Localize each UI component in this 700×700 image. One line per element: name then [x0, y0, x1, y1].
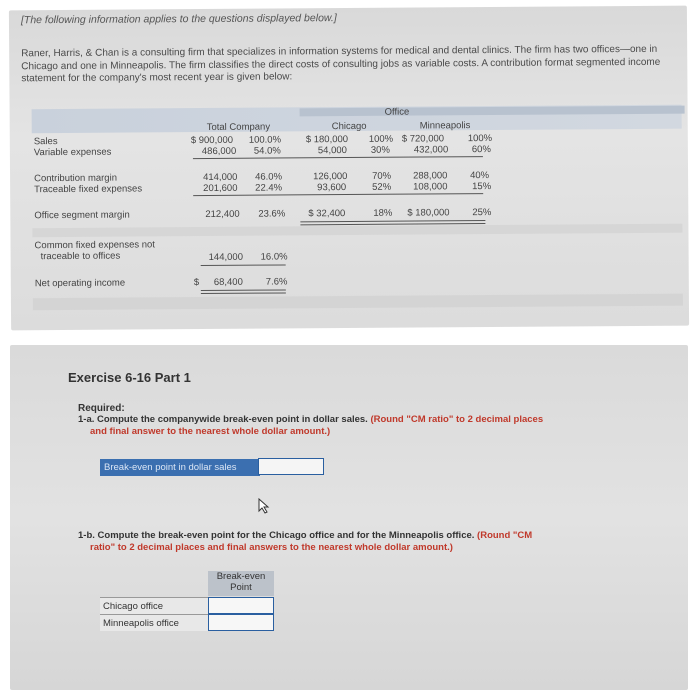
cell-pct: 52% — [372, 181, 392, 193]
cell-value: 212,400 — [205, 208, 240, 221]
chicago-break-even-input[interactable] — [208, 597, 274, 614]
underline — [193, 156, 483, 159]
row-label: Net operating income — [34, 277, 126, 290]
cell-pct: 46.0% — [255, 171, 283, 183]
cell-pct: 100% — [467, 133, 493, 145]
cell-pct: 22.4% — [255, 182, 283, 194]
question-number: 1-b. — [78, 530, 95, 541]
cell-value: $ 180,000 — [305, 134, 349, 146]
mouse-cursor-icon — [258, 498, 272, 514]
minneapolis-break-even-input[interactable] — [208, 614, 274, 631]
double-underline — [201, 292, 286, 294]
break-even-input[interactable] — [258, 458, 324, 475]
cell-value: 414,000 — [203, 171, 238, 184]
cell-pct: 54.0% — [253, 145, 281, 157]
cell-pct: 100% — [368, 133, 394, 145]
minneapolis-office-label: Minneapolis office — [100, 614, 208, 631]
cell-pct: 18% — [373, 207, 393, 219]
col-chicago-header: Chicago — [331, 120, 367, 133]
photo-income-statement — [9, 6, 689, 331]
cell-value: 54,000 — [317, 145, 347, 157]
row-label: Common fixed expenses not — [34, 239, 155, 252]
underline — [201, 264, 286, 266]
cell-value: $ 720,000 — [401, 133, 445, 145]
cell-pct: 100.0% — [248, 134, 282, 146]
question-text: Compute the companywide break-even point in dollar sales. — [97, 414, 368, 425]
row-label: Office segment margin — [34, 209, 130, 222]
col-total-header: Total Company — [206, 121, 271, 133]
row-label: Sales — [33, 136, 58, 148]
cell-pct: 70% — [372, 170, 392, 182]
cell-value: 68,400 — [213, 276, 243, 288]
row-label: Traceable fixed expenses — [34, 183, 143, 196]
exercise-title: Exercise 6-16 Part 1 — [68, 370, 191, 385]
cell-pct: 16.0% — [260, 251, 288, 263]
cell-value: 432,000 — [413, 144, 449, 156]
col-minneapolis-header: Minneapolis — [419, 120, 471, 132]
intro-note: [The following information applies to the questions displayed below.] — [20, 12, 337, 27]
cell-value: 201,600 — [203, 182, 238, 195]
shaded-row — [33, 294, 683, 311]
cell-pct: 30% — [370, 144, 390, 156]
question-text: Compute the break-even point for the Chicago office and for the Minneapolis office. — [97, 530, 475, 541]
double-underline — [201, 289, 286, 291]
break-even-column-header: Break-even Point — [208, 571, 274, 596]
cell-pct: 60% — [471, 144, 491, 156]
double-underline — [300, 220, 485, 222]
photo-exercise — [10, 345, 688, 690]
required-heading: Required: — [78, 403, 125, 414]
cell-pct: 7.6% — [265, 276, 288, 288]
row-label: traceable to offices — [40, 250, 121, 263]
cell-value: $ 180,000 — [407, 207, 450, 219]
cell-value: $ 900,000 — [190, 134, 234, 147]
question-number: 1-a. — [78, 414, 95, 425]
intro-paragraph: Raner, Harris, & Chan is a consulting firm that specializes in information systems for medical and dental clinics. The firm has two offices—one in Chicago and one in Minneapolis. The firm classifies the direct costs of consulting jobs as variable costs. A contribution format segmented income statement for the company's most recent year is given below: — [21, 43, 661, 85]
shaded-row — [32, 224, 682, 238]
cell-value: 93,600 — [317, 182, 347, 194]
rounding-note: (Round "CM — [477, 530, 533, 541]
question-1b — [78, 530, 678, 542]
cell-pct: 40% — [470, 170, 490, 182]
question-1a — [78, 414, 678, 426]
row-label: Contribution margin — [34, 172, 118, 185]
cell-value: 126,000 — [313, 171, 348, 183]
cell-value: 288,000 — [413, 170, 448, 182]
rounding-note-cont: and final answer to the nearest whole dollar amount.) — [90, 426, 331, 437]
cell-value: $ 32,400 — [308, 208, 346, 220]
chicago-office-label: Chicago office — [100, 597, 208, 614]
cell-pct: 23.6% — [258, 208, 286, 220]
rounding-note: (Round "CM ratio" to 2 decimal places — [370, 414, 544, 425]
answer-label: Break-even point in dollar sales — [100, 459, 260, 476]
cell-pct: 15% — [472, 181, 492, 193]
cell-value: 108,000 — [413, 181, 448, 193]
rounding-note-cont: ratio" to 2 decimal places and final answers to the nearest whole dollar amount.) — [90, 542, 453, 553]
cell-value: 144,000 — [208, 251, 244, 263]
cell-pct: 25% — [472, 207, 492, 219]
cell-value: 486,000 — [201, 145, 237, 158]
cell-value: $ — [193, 277, 200, 289]
row-label: Variable expenses — [33, 146, 112, 159]
office-header: Office — [384, 106, 410, 118]
